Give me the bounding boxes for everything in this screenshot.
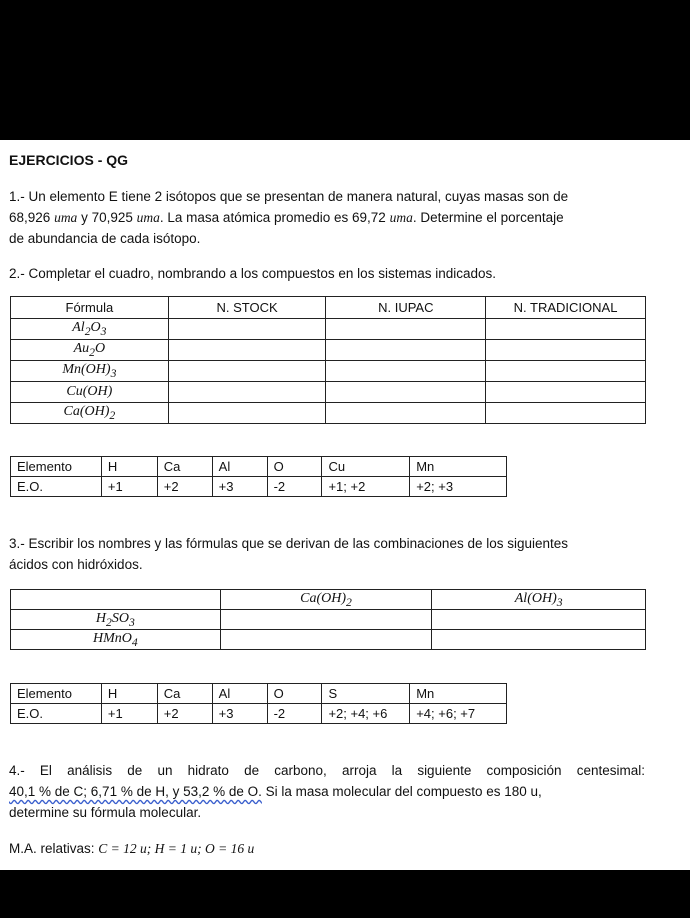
exercise-1-mid: . La masa atómica promedio es	[159, 210, 349, 225]
eo-label: E.O.	[11, 477, 102, 497]
header-caoh2: $Ca(OH)_2$	[220, 590, 432, 610]
average-mass: 69,72	[352, 210, 386, 225]
answer-cell[interactable]	[432, 610, 646, 630]
table-row	[11, 610, 646, 630]
eo-cu: +1; +2	[322, 477, 410, 497]
table-row	[11, 382, 646, 403]
element-al: Al	[212, 684, 267, 704]
eo-o: -2	[267, 704, 322, 724]
element-al: Al	[212, 457, 267, 477]
atomic-masses-label: M.A. relativas:	[9, 841, 95, 856]
eo-mn: +4; +6; +7	[410, 704, 507, 724]
element-cu: Cu	[322, 457, 410, 477]
exercise-4-line-3: determine su fórmula molecular.	[9, 805, 202, 820]
atomic-masses	[9, 838, 254, 859]
answer-cell[interactable]	[168, 319, 326, 340]
table-row	[11, 361, 646, 382]
answer-cell[interactable]	[168, 340, 326, 361]
unit-2: uma	[136, 210, 160, 225]
eo-mn: +2; +3	[410, 477, 507, 497]
element-mn: Mn	[410, 684, 507, 704]
header-iupac: N. IUPAC	[326, 297, 486, 319]
answer-cell[interactable]	[326, 319, 486, 340]
formula-cell: $Al_2O_3$	[11, 319, 169, 340]
answer-cell[interactable]	[168, 382, 326, 403]
oxidation-state-table-2	[10, 683, 507, 724]
eo-ca: +2	[157, 477, 212, 497]
formula-cell: $Mn(OH)_3$	[11, 361, 169, 382]
exercise-2-text: 2.- Completar el cuadro, nombrando a los compuestos en los sistemas indicados.	[9, 266, 496, 281]
answer-cell[interactable]	[168, 403, 326, 424]
answer-cell[interactable]	[326, 403, 486, 424]
answer-cell[interactable]	[486, 361, 646, 382]
exercise-3-text	[9, 533, 568, 575]
element-h: H	[101, 457, 157, 477]
exercise-1	[9, 186, 645, 249]
exercise-1-line-2	[9, 207, 645, 228]
exercise-3-line-1: 3.- Escribir los nombres y las fórmulas que se derivan de las combinaciones de los siguientes	[9, 536, 569, 551]
table-row	[11, 403, 646, 424]
oxidation-state-table-1	[10, 456, 507, 497]
unit-1: uma	[54, 210, 78, 225]
mass-2: 70,925	[91, 210, 133, 225]
element-h: H	[101, 684, 157, 704]
composition-text: 40,1 % de C; 6,71 % de H, y 53,2 % de O.	[9, 784, 262, 799]
element-label: Elemento	[11, 457, 102, 477]
table-row	[11, 340, 646, 361]
exercise-1-line-3: de abundancia de cada isótopo.	[9, 231, 201, 246]
answer-cell[interactable]	[432, 630, 646, 650]
exercise-4-line-2-tail: Si la masa molecular del compuesto es 180 u,	[261, 784, 542, 799]
header-tradicional: N. TRADICIONAL	[486, 297, 646, 319]
exercise-1-tail: . Determine el porcentaje	[412, 210, 564, 225]
acid-hmno4: HMnO$_4$	[11, 630, 221, 650]
answer-cell[interactable]	[326, 382, 486, 403]
element-o: O	[267, 684, 322, 704]
exercise-4-line-2	[9, 781, 645, 802]
table-row	[11, 630, 646, 650]
header-aloh3: $Al(OH)_3$	[432, 590, 646, 610]
answer-cell[interactable]	[486, 319, 646, 340]
answer-cell[interactable]	[326, 361, 486, 382]
element-ca: Ca	[157, 457, 212, 477]
answer-cell[interactable]	[168, 361, 326, 382]
acid-hydroxide-table	[10, 589, 646, 650]
element-label: Elemento	[11, 684, 102, 704]
document-page	[0, 140, 690, 870]
page-title: EJERCICIOS - QG	[9, 152, 129, 168]
eo-label: E.O.	[11, 704, 102, 724]
element-s: S	[322, 684, 410, 704]
eo-al: +3	[212, 477, 267, 497]
answer-cell[interactable]	[220, 610, 432, 630]
answer-cell[interactable]	[486, 340, 646, 361]
formula-cell	[11, 382, 169, 403]
element-o: O	[267, 457, 322, 477]
element-ca: Ca	[157, 684, 212, 704]
eo-h: +1	[101, 704, 157, 724]
exercise-1-line-1: 1.- Un elemento E tiene 2 isótopos que se presentan de manera natural, cuyas masas son de	[9, 189, 569, 204]
element-row	[11, 684, 507, 704]
exercise-4-line-1: 4.- El análisis de un hidrato de carbono, arroja la siguiente composición centesimal:	[9, 763, 645, 778]
answer-cell[interactable]	[220, 630, 432, 650]
formula-cell: $Ca(OH)_2$	[11, 403, 169, 424]
atomic-masses-values: C = 12 u; H = 1 u; O = 16 u	[98, 841, 255, 856]
eo-h: +1	[101, 477, 157, 497]
empty-corner-cell	[11, 590, 221, 610]
acid-header-row	[11, 590, 646, 610]
connector-y: y	[81, 210, 88, 225]
eo-o: -2	[267, 477, 322, 497]
oxidation-row	[11, 477, 507, 497]
exercise-3-line-2: ácidos con hidróxidos.	[9, 557, 143, 572]
element-row	[11, 457, 507, 477]
mass-1: 68,926	[9, 210, 51, 225]
answer-cell[interactable]	[326, 340, 486, 361]
header-stock: N. STOCK	[168, 297, 326, 319]
nomenclature-table	[10, 296, 646, 424]
answer-cell[interactable]	[486, 403, 646, 424]
acid-h2so3: $H_2SO_3$	[11, 610, 221, 630]
formula-cuoh: Cu(OH)	[66, 384, 113, 399]
formula-cell: $Au_2O$	[11, 340, 169, 361]
exercise-4	[9, 760, 645, 823]
header-formula: Fórmula	[11, 297, 169, 319]
eo-s: +2; +4; +6	[322, 704, 410, 724]
element-mn: Mn	[410, 457, 507, 477]
nomenclature-header-row	[11, 297, 646, 319]
table-row	[11, 319, 646, 340]
oxidation-row	[11, 704, 507, 724]
unit-3: uma	[389, 210, 413, 225]
answer-cell[interactable]	[486, 382, 646, 403]
eo-al: +3	[212, 704, 267, 724]
eo-ca: +2	[157, 704, 212, 724]
